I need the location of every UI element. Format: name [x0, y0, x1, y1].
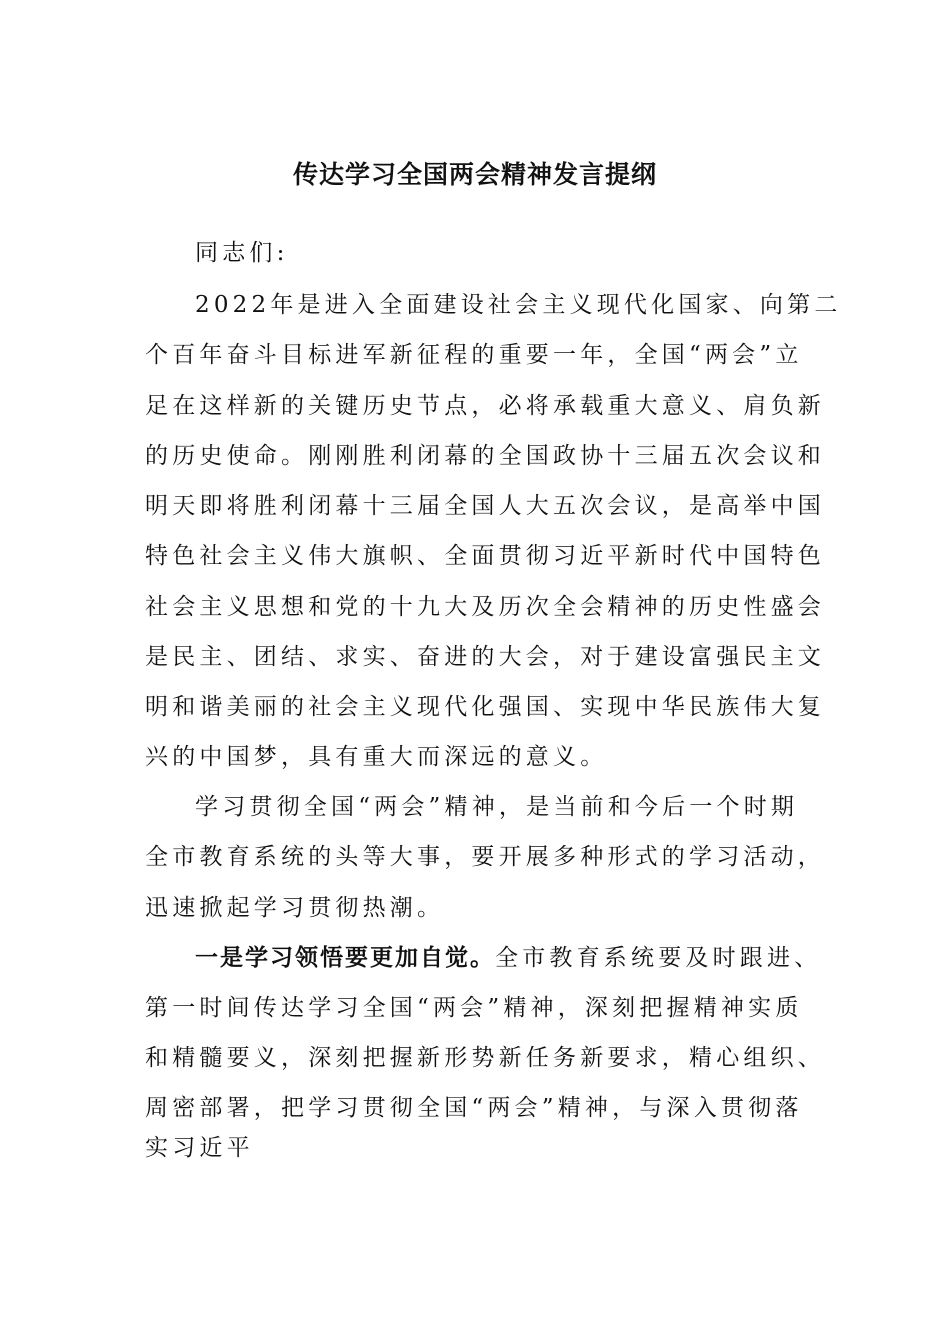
paragraph-line: 社会主义思想和党的十九大及历次全会精神的历史性盛会	[145, 594, 825, 620]
paragraph-line: 实习近平	[145, 1135, 254, 1161]
paragraph-line: 学习贯彻全国“两会”精神，是当前和今后一个时期	[195, 794, 799, 820]
paragraph-line: 个百年奋斗目标进军新征程的重要一年，全国“两会”立	[145, 342, 803, 368]
salutation: 同志们:	[195, 240, 289, 266]
paragraph-line: 迅速掀起学习贯彻热潮。	[145, 895, 445, 921]
paragraph-line: 特色社会主义伟大旗帜、全面贯彻习近平新时代中国特色	[145, 543, 825, 569]
document-title: 传达学习全国两会精神发言提纲	[292, 160, 657, 189]
paragraph-text: 全市教育系统要及时跟进、	[495, 945, 822, 971]
section-heading: 一是学习领悟要更加自觉。	[195, 945, 495, 971]
paragraph-line: 2022年是进入全面建设社会主义现代化国家、向第二	[195, 292, 842, 318]
paragraph-line: 兴的中国梦，具有重大而深远的意义。	[145, 744, 608, 770]
paragraph-line: 周密部署，把学习贯彻全国“两会”精神，与深入贯彻落	[145, 1095, 803, 1121]
paragraph-line: 第一时间传达学习全国“两会”精神，深刻把握精神实质	[145, 995, 803, 1021]
paragraph-line: 全市教育系统的头等大事，要开展多种形式的学习活动，	[145, 844, 825, 870]
paragraph-line: 的历史使命。刚刚胜利闭幕的全国政协十三届五次会议和	[145, 443, 825, 469]
paragraph-line: 明天即将胜利闭幕十三届全国人大五次会议，是高举中国	[145, 493, 825, 519]
paragraph-line: 和精髓要义，深刻把握新形势新任务新要求，精心组织、	[145, 1045, 825, 1071]
paragraph-line: 足在这样新的关键历史节点，必将承载重大意义、肩负新	[145, 393, 825, 419]
paragraph-line: 明和谐美丽的社会主义现代化强国、实现中华民族伟大复	[145, 694, 825, 720]
paragraph-first-line	[195, 943, 821, 973]
paragraph-line: 是民主、团结、求实、奋进的大会，对于建设富强民主文	[145, 644, 825, 670]
